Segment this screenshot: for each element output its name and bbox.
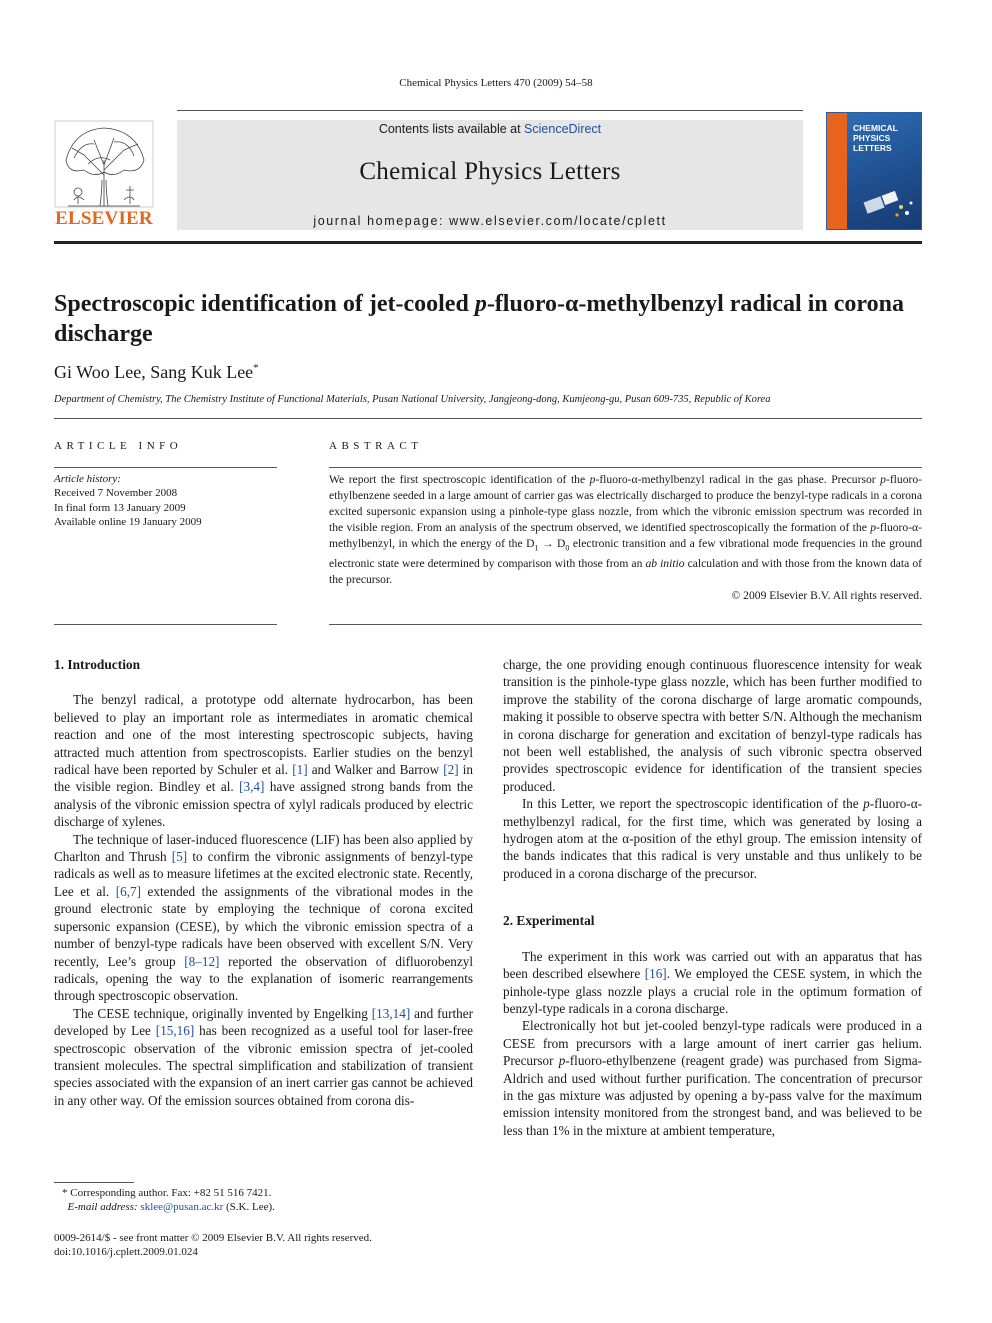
masthead-thick-rule — [54, 241, 922, 244]
section-heading-introduction: 1. Introduction — [54, 657, 141, 672]
affiliation: Department of Chemistry, The Chemistry Institute of Functional Materials, Pusan National University, Jangjeong-dong, Kumjeong-gu, Pusan 609-735, Republic of Korea — [54, 394, 771, 405]
journal-masthead — [177, 120, 803, 230]
authors: Gi Woo Lee, Sang Kuk Lee — [54, 362, 254, 382]
article-info-rule — [54, 624, 277, 625]
cover-title-line: CHEMICAL — [853, 123, 898, 133]
abstract-text: We report the first spectroscopic identification of the p-fluoro-α-methylbenzyl radical in the gas phase. Precursor p-fluoro-ethylbenzene seeded in a large amount of carrier gas was electrically discharged to produce the benzyl-type radicals in a corona excited supersonic expansion using a pinhole-type glass nozzle, from which the vibronic emission spectrum was recorded in the visible region. From an analysis of the spectrum observed, we identified spectroscopically the formation of the p-fluoro-α-methylbenzyl, in which the energy of the $D_1 \to D_0$ electronic transition and a few vibrational mode frequencies in the ground electronic state were determined by comparison with those from an ab initio calculation and with those from the known data of the precursor. — [329, 473, 923, 587]
body-column-right — [503, 656, 922, 1139]
citation-link[interactable]: [3,4] — [239, 779, 265, 795]
sciencedirect-link[interactable]: ScienceDirect — [524, 122, 602, 136]
footnote-corresponding-text: Corresponding author. Fax: +82 51 516 7421. — [70, 1187, 272, 1199]
email-suffix: (S.K. Lee). — [223, 1201, 275, 1213]
citation-link[interactable]: [1] — [292, 762, 308, 778]
citation-link[interactable]: [8–12] — [184, 953, 220, 969]
body-column-left — [54, 656, 473, 1109]
body-paragraph: The benzyl radical, a prototype odd alternate hydrocarbon, has been believed to play an important role as intermediates in aromatic chemical reaction and one of the most interesting spectroscopic subjects, having attracted much attention from spectroscopists. Earlier studies on the benzyl radical have been reported by Schuler et al. [1] and Walker and Barrow [2] in the visible region. Bindley et al. [3,4] have assigned strong bands from the analysis of the vibronic emission spectra of xylyl radicals produced by electric discharge of xylenes. — [54, 692, 473, 830]
citation-link[interactable]: [13,14] — [371, 1005, 411, 1021]
article-info-rule — [54, 467, 277, 468]
citation-link[interactable]: [16] — [644, 966, 667, 982]
elsevier-tree-icon — [54, 120, 154, 208]
issn-line: 0009-2614/$ - see front matter © 2009 Elsevier B.V. All rights reserved. — [54, 1232, 372, 1244]
article-info-heading: ARTICLE INFO — [54, 440, 183, 452]
journal-name: Chemical Physics Letters — [359, 158, 621, 185]
cover-strip — [827, 113, 847, 230]
contents-line — [177, 122, 803, 136]
citation-link[interactable]: [2] — [443, 762, 459, 778]
citation-link[interactable]: [15,16] — [155, 1023, 195, 1039]
journal-cover[interactable] — [826, 112, 922, 230]
journal-homepage[interactable]: journal homepage: www.elsevier.com/locate/cplett — [313, 214, 667, 228]
body-paragraph: In this Letter, we report the spectroscopic identification of the p-fluoro-α-methylbenzyl radical, for the first time, which was generated by losing a hydrogen atom at the α-position of the ethyl group. The emission intensity of the bands indicates that this radical is very unstable and thus unlikely to be produced in a corona discharge of the precursor. — [503, 796, 922, 881]
body-paragraph: The experiment in this work was carried out with an apparatus that has been described elsewhere [16]. We employed the CESE system, in which the pinhole-type glass nozzle plays a crucial role in the optimum formation of benzyl-type radicals in a corona discharge. — [503, 948, 923, 1016]
article-history — [54, 472, 277, 529]
history-label: Article history: — [54, 473, 121, 485]
affiliation-rule — [54, 418, 922, 419]
body-paragraph: The CESE technique, originally invented by Engelking [13,14] and further developed by Lee [15,16] has been recognized as a useful tool for laser-free spectroscopic observation of the vibronic emission spectra of jet-cooled transient molecules. The spectral simplification and stabilization of transient species associated with the expansion of an inert carrier gas cannot be achieved in any other way. Of the emission sources obtained from corona dis- — [54, 1005, 473, 1108]
running-head: Chemical Physics Letters 470 (2009) 54–58 — [399, 77, 593, 89]
history-received: Received 7 November 2008 — [54, 487, 178, 500]
masthead-rule — [177, 110, 803, 111]
abstract-body — [329, 472, 922, 604]
front-matter-notice — [54, 1231, 372, 1259]
citation-link[interactable]: [6,7] — [115, 883, 141, 899]
abstract-copyright: © 2009 Elsevier B.V. All rights reserved. — [731, 589, 922, 603]
cover-art-icon — [857, 185, 917, 225]
citation-link[interactable]: [5] — [171, 849, 188, 865]
elsevier-wordmark: ELSEVIER — [55, 208, 153, 229]
section-heading-experimental: 2. Experimental — [503, 913, 595, 929]
body-paragraph: charge, the one providing enough continuous fluorescence intensity for weak transition is the pinhole-type glass nozzle, which has been further modified to improve the stability of the corona discharge of large aromatic compounds, making it possible to observe spectra with better S/N. Although the mechanism in corona discharge for generation and excitation of benzyl-type radicals has not been well established, the analysis of such vibronic spectra observed provides spectroscopic evidence for identification of the transient species produced. — [503, 657, 922, 794]
history-online: Available online 19 January 2009 — [54, 515, 202, 528]
contents-prefix: Contents lists available at — [378, 122, 525, 136]
history-final-form: In final form 13 January 2009 — [54, 501, 186, 514]
abstract-heading: ABSTRACT — [329, 440, 423, 452]
cover-title-line: LETTERS — [853, 143, 892, 153]
footnote-email — [54, 1200, 473, 1214]
email-link[interactable]: sklee@pusan.ac.kr — [140, 1201, 224, 1213]
email-label: E-mail address: — [67, 1201, 141, 1213]
publisher-logo[interactable] — [54, 120, 154, 232]
footnote-corresponding: * Corresponding author. Fax: +82 51 516 7421. — [62, 1187, 272, 1199]
corresponding-mark[interactable]: * — [253, 362, 259, 374]
body-paragraph: Electronically hot but jet-cooled benzyl-type radicals were produced in a CESE from precursors with a large amount of inert carrier gas helium. Precursor p-fluoro-ethylbenzene (reagent grade) was purchased from Sigma-Aldrich and used without further purification. The concentration of precursor in the gas mixture was adjusted by opening a by-pass valve for the maximum emission intensity monitored from the strongest band, and was believed to be less than 1% in the mixture at ambient temperature, — [503, 1018, 922, 1138]
abstract-rule — [329, 467, 922, 468]
author-line — [54, 362, 259, 383]
cover-title-line: PHYSICS — [853, 133, 891, 143]
body-paragraph: The technique of laser-induced fluorescence (LIF) has been also applied by Charlton and Thrush [5] to confirm the vibronic assignments of benzyl-type radicals as well as to measure lifetimes at the excited electronic state. Recently, Lee et al. [6,7] extended the assignments of the vibrational modes in the ground electronic state by employing the technique of corona excited supersonic expansion (CESE), by which the vibronic emission spectra of a number of benzyl-type radicals have been observed with excellent S/N. Very recently, Lee’s group [8–12] reported the observation of difluorobenzyl radicals, opening the way to the explanation of isomeric rearrangements through spectroscopic observation. — [54, 831, 474, 1004]
footnote-rule — [54, 1182, 134, 1183]
doi-line[interactable]: doi:10.1016/j.cplett.2009.01.024 — [54, 1246, 198, 1258]
abstract-rule — [329, 624, 922, 625]
footnote — [54, 1186, 473, 1214]
article-title: Spectroscopic identification of jet-cooled p-fluoro-α-methylbenzyl radical in corona discharge — [54, 291, 904, 347]
